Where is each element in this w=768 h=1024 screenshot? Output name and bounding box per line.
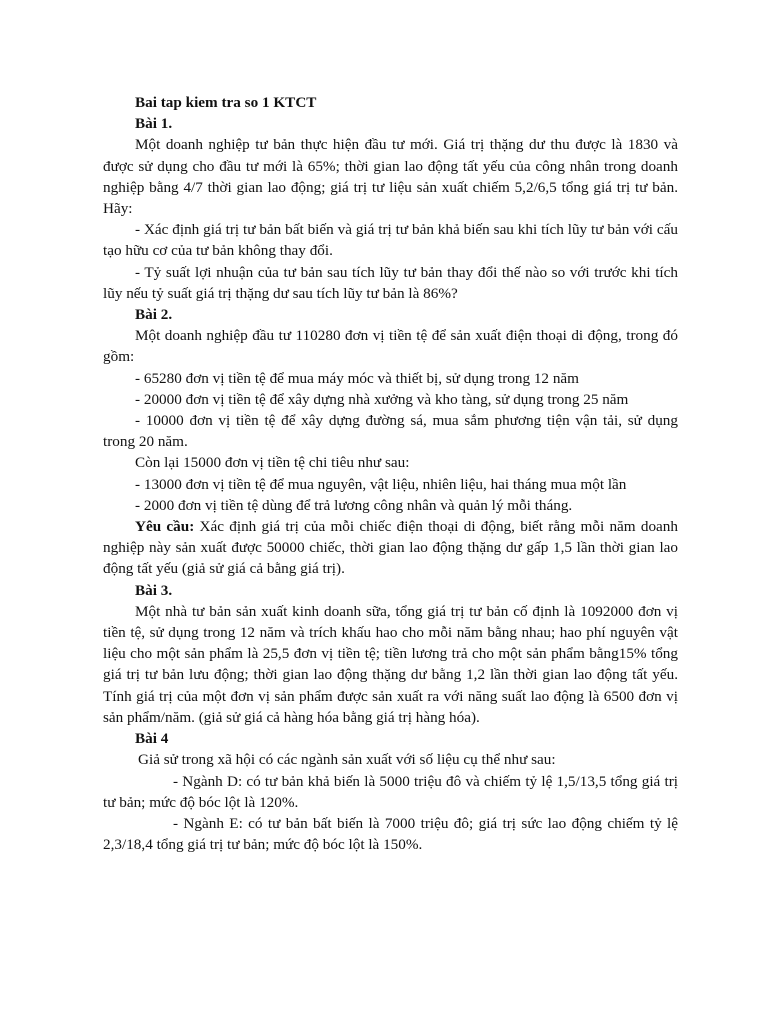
- document-title: Bai tap kiem tra so 1 KTCT: [135, 94, 317, 111]
- exercise-4-intro: Giả sử trong xã hội có các ngành sản xuất với số liệu cụ thể như sau:: [138, 751, 556, 769]
- exercise-3: [103, 580, 678, 728]
- exercise-1-intro: Một doanh nghiệp tư bản thực hiện đầu tư mới. Giá trị thặng dư thu được là 1830 và được sử dụng cho đầu tư mới là 65%; thời gian lao động tất yếu của công nhân trong doanh nghiệp bằng 4/7 thời gian lao động; giá trị tư liệu sản xuất chiếm 5,2/6,5 tổng giá trị tư bản. Hãy:: [103, 136, 678, 218]
- exercise-4-sector-d: - Ngành D: có tư bản khả biến là 5000 triệu đô và chiếm tỷ lệ 1,5/13,5 tổng giá trị tư bản; mức độ bóc lột là 120%.: [103, 772, 678, 811]
- exercise-2-requirement: [103, 516, 678, 580]
- exercise-2-heading: Bài 2.: [135, 306, 173, 324]
- exercise-4-sector-e: - Ngành E: có tư bản bất biến là 7000 triệu đô; giá trị sức lao động chiếm tỷ lệ 2,3/18,4 tổng giá trị tư bản; mức độ bóc lột là 150%.: [103, 814, 678, 854]
- requirement-text: Xác định giá trị của mỗi chiếc điện thoại di động, biết rằng mỗi năm doanh nghiệp này sản xuất được 50000 chiếc, thời gian lao động thặng dư gấp 1,5 lần thời gian lao động tất yếu (giả sử giá cả bằng giá trị).: [103, 518, 678, 578]
- exercise-1-task-1: - Xác định giá trị tư bản bất biến và giá trị tư bản khả biến sau khi tích lũy tư bản với cấu tạo hữu cơ của tư bản không thay đổi.: [103, 221, 678, 260]
- exercise-2: [103, 304, 678, 580]
- exercise-1-task-2: - Tỷ suất lợi nhuận của tư bản sau tích lũy tư bản thay đổi thế nào so với trước khi tích lũy nếu tỷ suất giá trị thặng dư sau tích lũy tư bản là 86%?: [103, 263, 678, 302]
- exercise-1-heading: Bài 1.: [135, 115, 173, 133]
- exercise-3-body: Một nhà tư bản sản xuất kinh doanh sữa, tổng giá trị tư bản cố định là 1092000 đơn vị tiền tệ, sử dụng trong 12 năm và trích khấu hao cho mỗi năm bằng nhau; hao phí nguyên vật liệu cho một sản phẩm là 25,5 đơn vị tiền tệ; tiền lương trả cho một sản phẩm bằng15% tổng giá trị tư bản lưu động; thời gian lao động thặng dư bằng 1,2 lần thời gian lao động tất yếu. Tính giá trị của một đơn vị sản phẩm được sản xuất ra với năng suất lao động là 6500 đơn vị sản phẩm/năm. (giả sử giá cả hàng hóa bằng giá trị hàng hóa).: [103, 602, 678, 726]
- exercise-2-item-2: - 20000 đơn vị tiền tệ để xây dựng nhà xưởng và kho tàng, sử dụng trong 25 năm: [135, 390, 629, 408]
- exercise-2-intro: Một doanh nghiệp đầu tư 110280 đơn vị tiền tệ để sản xuất điện thoại di động, trong đó gồm:: [103, 327, 678, 366]
- exercise-2-item-1: - 65280 đơn vị tiền tệ để mua máy móc và thiết bị, sử dụng trong 12 năm: [135, 369, 579, 387]
- exercise-4: [103, 728, 678, 855]
- exercise-4-heading: Bài 4: [135, 730, 169, 748]
- exercise-2-remaining-item-2: - 2000 đơn vị tiền tệ dùng để trả lương công nhân và quản lý mỗi tháng.: [135, 496, 573, 514]
- exercise-2-item-3: - 10000 đơn vị tiền tệ để xây dựng đường sá, mua sắm phương tiện vận tải, sử dụng trong 20 năm.: [103, 412, 678, 451]
- exercise-2-remaining-intro: Còn lại 15000 đơn vị tiền tệ chi tiêu như sau:: [135, 454, 410, 472]
- document-page: [103, 92, 678, 855]
- exercise-3-heading: Bài 3.: [135, 581, 173, 599]
- exercise-1: [103, 113, 678, 304]
- exercise-2-remaining-item-1: - 13000 đơn vị tiền tệ để mua nguyên, vật liệu, nhiên liệu, hai tháng mua một lần: [135, 475, 627, 493]
- requirement-label: Yêu cầu:: [135, 518, 195, 536]
